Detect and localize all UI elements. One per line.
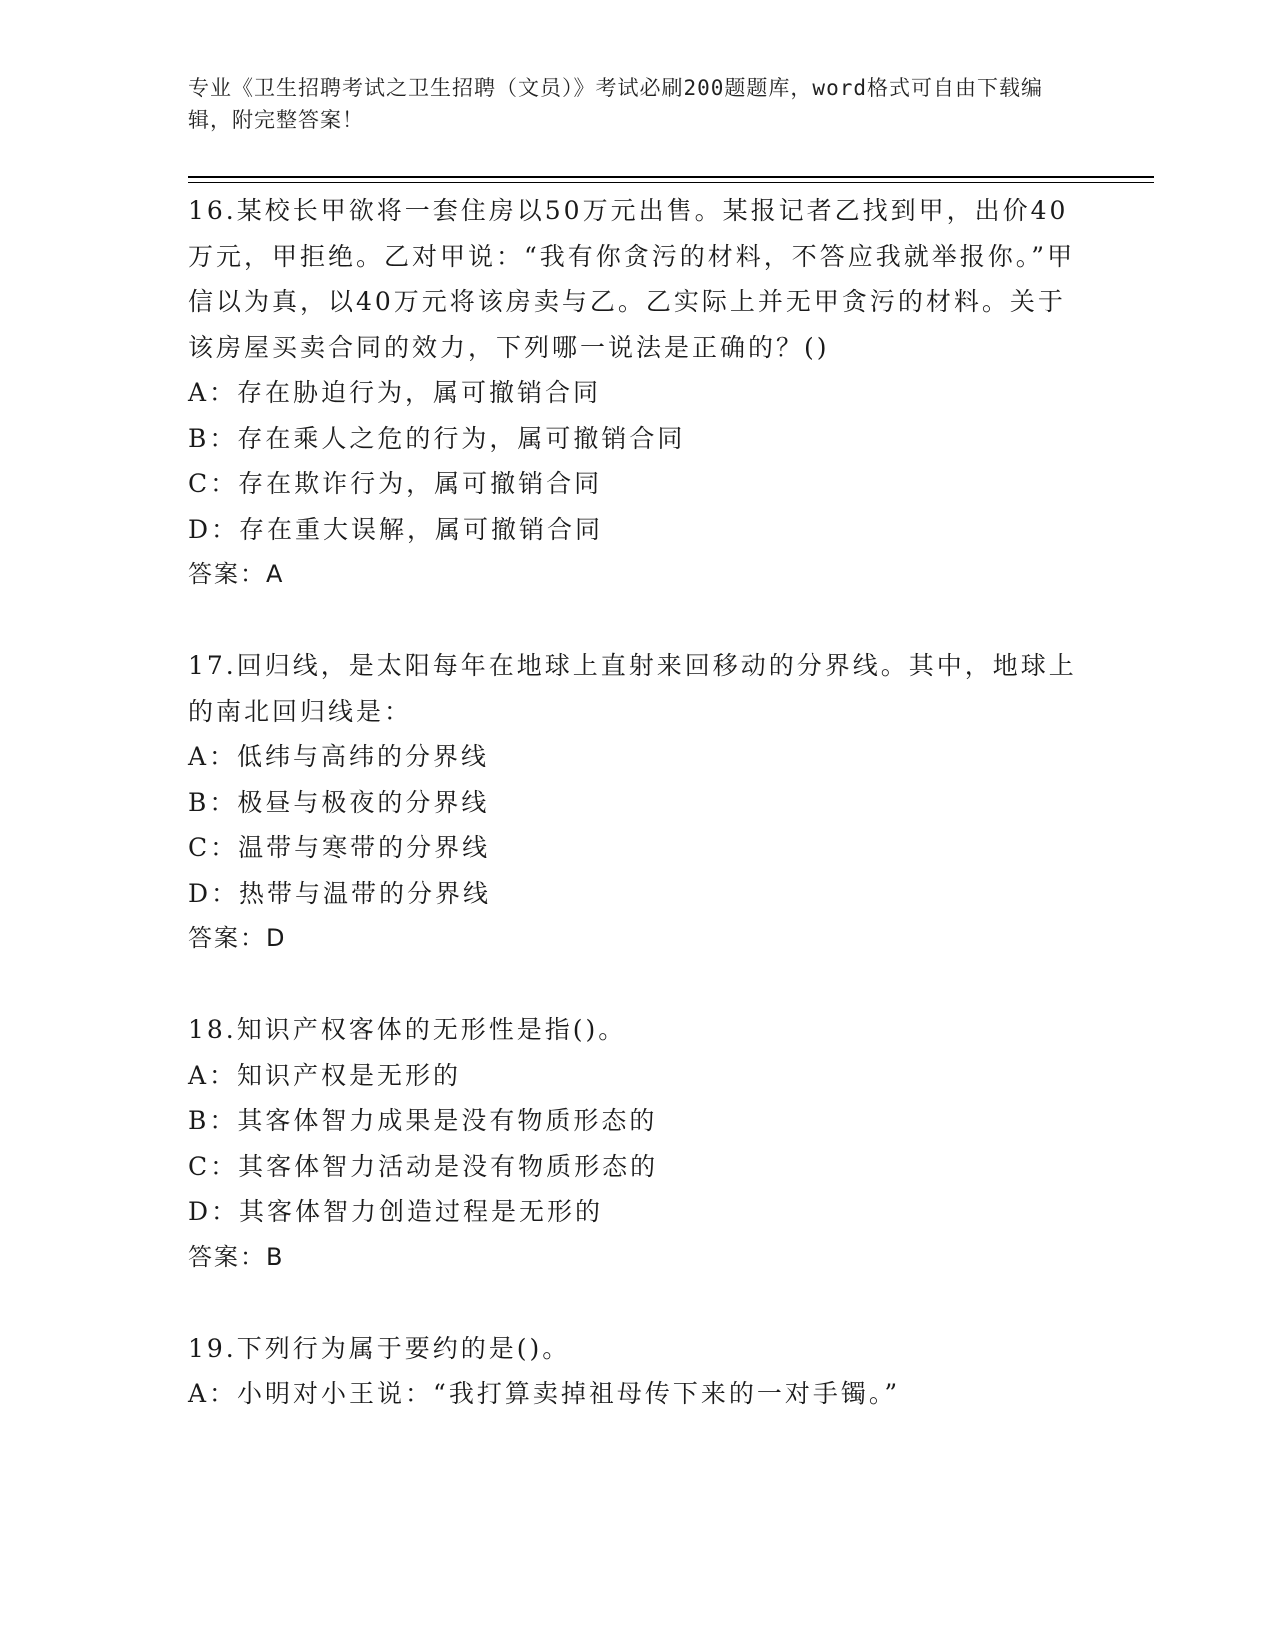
- option-a: A：小明对小王说：“我打算卖掉祖母传下来的一对手镯。”: [188, 1379, 901, 1408]
- option-a: A：知识产权是无形的: [188, 1060, 462, 1090]
- question-text: 17.回归线，是太阳每年在地球上直射来回移动的分界线。其中，地球上的南北回归线是：: [188, 651, 1077, 726]
- option-c: C：其客体智力活动是没有物质形态的: [188, 1151, 659, 1181]
- option-b: B：存在乘人之危的行为，属可撤销合同: [188, 423, 686, 453]
- answer-line: 答案：D: [188, 924, 287, 952]
- answer-line: 答案：B: [188, 1242, 285, 1271]
- document-header: [188, 72, 1068, 136]
- option-b: B：其客体智力成果是没有物质形态的: [188, 1106, 658, 1135]
- option-a: A：低纬与高纬的分界线: [188, 742, 490, 771]
- option-d: D：其客体智力创造过程是无形的: [188, 1197, 604, 1226]
- question-text: 16.某校长甲欲将一套住房以50万元出售。某报记者乙找到甲，出价40万元，甲拒绝。乙对甲说：“我有你贪污的材料，不答应我就举报你。”甲信以为真，以40万元将该房卖与乙。乙实际上并无甲贪污的材料。关于该房屋买卖合同的效力，下列哪一说法是正确的？(): [188, 196, 1076, 362]
- question-spacer: [188, 1280, 1088, 1326]
- option-a: A：存在胁迫行为，属可撤销合同: [188, 378, 602, 407]
- option-c: C：温带与寒带的分界线: [188, 833, 491, 862]
- option-d: D：热带与温带的分界线: [188, 878, 492, 908]
- header-divider-thick: [188, 176, 1154, 178]
- question-text: 18.知识产权客体的无形性是指()。: [188, 1015, 627, 1044]
- option-d: D：存在重大误解，属可撤销合同: [188, 514, 604, 544]
- option-b: B：极昼与极夜的分界线: [188, 787, 490, 817]
- answer-line: 答案：A: [188, 560, 285, 588]
- question-17: [188, 643, 1088, 962]
- option-c: C：存在欺诈行为，属可撤销合同: [188, 469, 603, 498]
- question-list: [188, 188, 1088, 1417]
- question-spacer: [188, 962, 1088, 1008]
- question-16: [188, 188, 1088, 598]
- question-19: [188, 1326, 1088, 1417]
- question-spacer: [188, 598, 1088, 644]
- header-divider-thin: [188, 182, 1154, 183]
- question-text: 19.下列行为属于要约的是()。: [188, 1333, 571, 1363]
- question-18: [188, 1007, 1088, 1280]
- header-title: 专业《卫生招聘考试之卫生招聘（文员）》考试必刷200题题库，word格式可自由下载编辑，附完整答案！: [188, 76, 1043, 132]
